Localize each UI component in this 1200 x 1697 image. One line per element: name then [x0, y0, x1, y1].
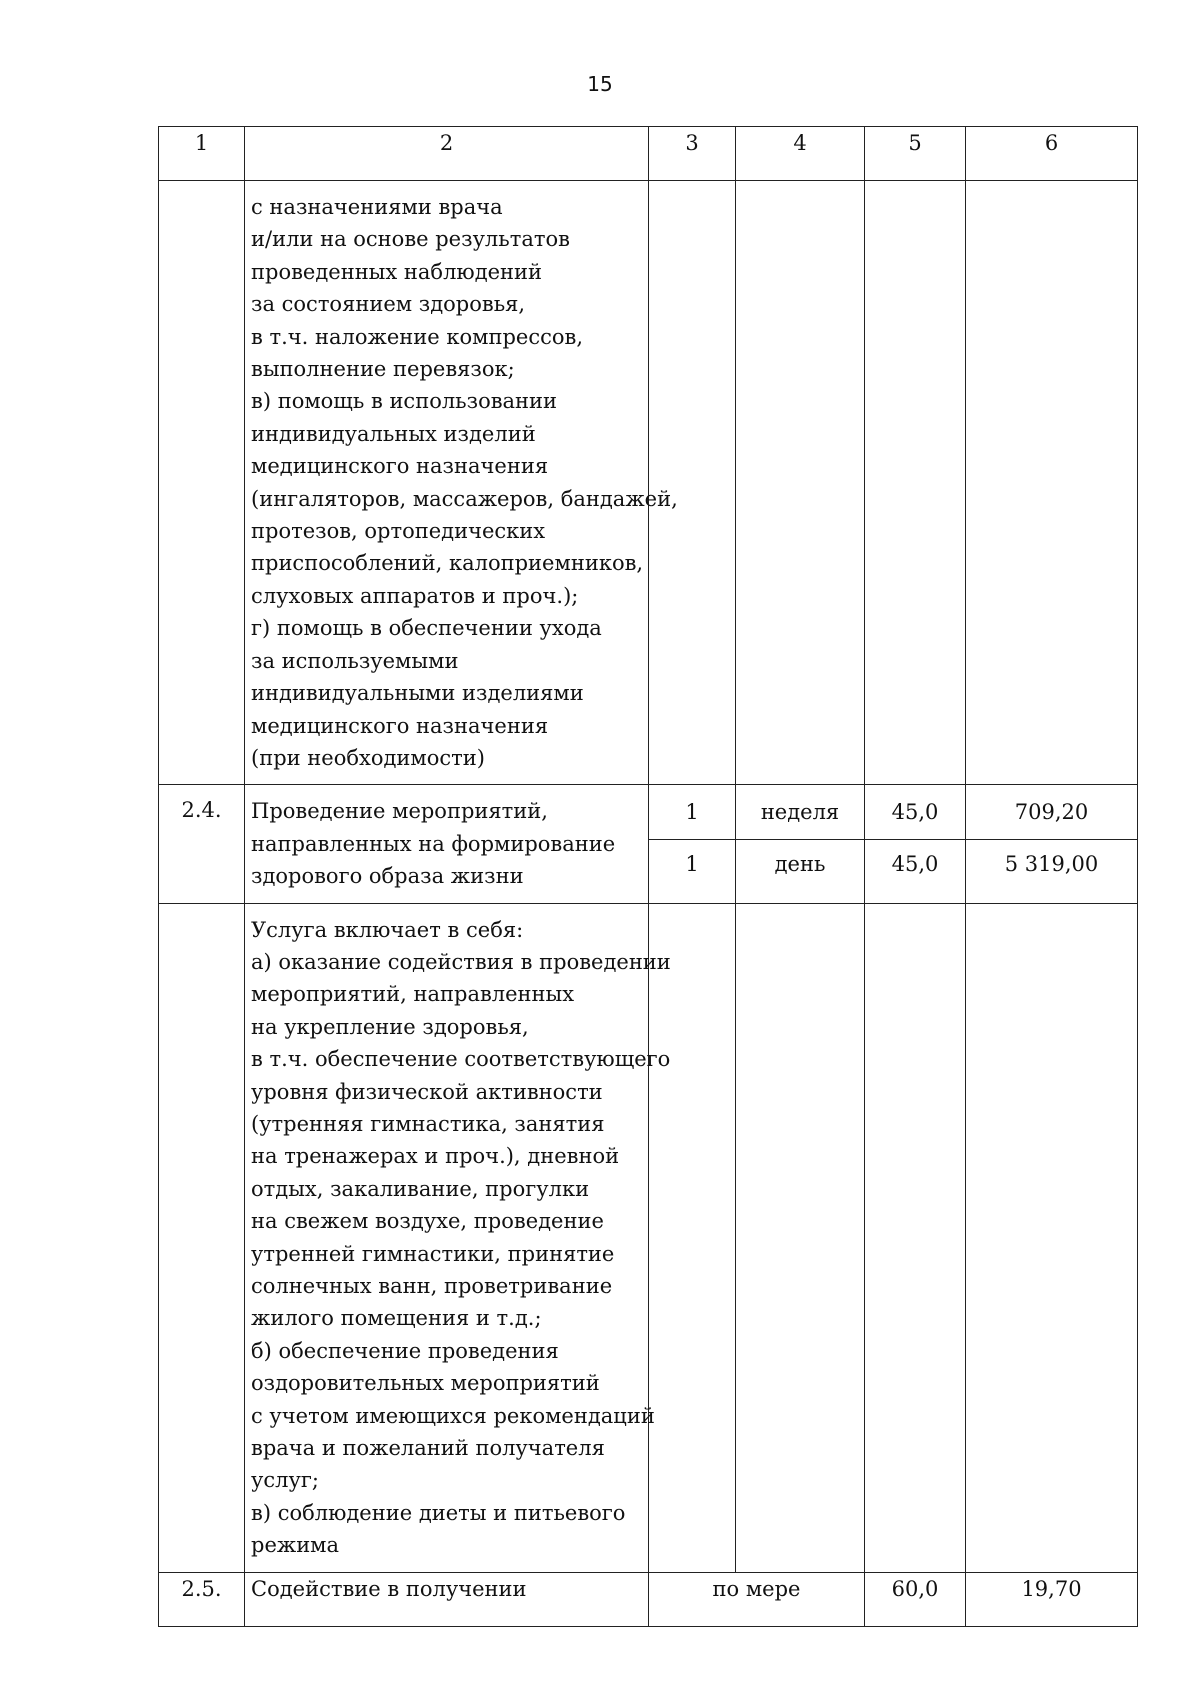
cell-period: день	[736, 840, 865, 903]
text-line: приспособлений, калоприемников,	[251, 551, 644, 576]
description-text-cell	[245, 903, 671, 1572]
table-row-continuation	[159, 181, 1138, 785]
text-line: здорового образа жизни	[251, 864, 524, 889]
text-line: утренней гимнастики, принятие	[251, 1241, 615, 1266]
text-line: уровня физической активности	[251, 1079, 603, 1104]
text-line: г) помощь в обеспечении ухода	[251, 616, 602, 641]
cell-tariff: 19,70	[966, 1572, 1138, 1626]
header-col-5: 5	[865, 127, 966, 181]
cell-frequency: по мере	[649, 1572, 865, 1626]
cell-empty	[649, 903, 736, 1572]
text-line: отдых, закаливание, прогулки	[251, 1176, 590, 1201]
service-title-cell	[245, 785, 649, 903]
text-line: врача и пожеланий получателя	[251, 1436, 605, 1461]
text-line: в) помощь в использовании	[251, 389, 558, 414]
cell-time: 60,0	[865, 1572, 966, 1626]
text-line: в т.ч. наложение компрессов,	[251, 324, 584, 349]
cell-period: неделя	[736, 785, 865, 840]
text-line: режима	[251, 1533, 340, 1558]
text-line: за состоянием здоровья,	[251, 292, 526, 317]
header-col-2: 2	[245, 127, 649, 181]
text-line: услуг;	[251, 1468, 319, 1493]
cell-tariff: 709,20	[966, 785, 1138, 840]
row-number: 2.4.	[159, 785, 245, 903]
text-line: с учетом имеющихся рекомендаций	[251, 1403, 655, 1428]
cell-time: 45,0	[865, 785, 966, 840]
text-line: выполнение перевязок;	[251, 357, 515, 382]
cell-empty	[865, 903, 966, 1572]
text-line: направленных на формирование	[251, 831, 616, 856]
text-line: б) обеспечение проведения	[251, 1338, 559, 1363]
services-table	[158, 126, 1138, 1627]
header-row	[159, 127, 1138, 181]
text-line: слуховых аппаратов и проч.);	[251, 583, 579, 608]
table-row-2-4	[159, 785, 1138, 840]
text-line: в т.ч. обеспечение соответствующего	[251, 1047, 671, 1072]
text-line: в) соблюдение диеты и питьевого	[251, 1500, 626, 1525]
text-line: Проведение мероприятий,	[251, 799, 548, 824]
cell-time: 45,0	[865, 840, 966, 903]
cell-empty	[159, 181, 245, 785]
cell-empty	[736, 903, 865, 1572]
cell-empty	[649, 181, 736, 785]
header-col-3: 3	[649, 127, 736, 181]
text-line: протезов, ортопедических	[251, 519, 546, 544]
continuation-text-cell	[245, 181, 678, 785]
text-line: за используемыми	[251, 648, 459, 673]
text-line: мероприятий, направленных	[251, 982, 575, 1007]
text-line: индивидуальных изделий	[251, 421, 536, 446]
cell-empty	[966, 181, 1138, 785]
text-line: медицинского назначения	[251, 713, 549, 738]
text-line: и/или на основе результатов	[251, 227, 570, 252]
text-line: солнечных ванн, проветривание	[251, 1274, 613, 1298]
text-line: а) оказание содействия в проведении	[251, 949, 671, 974]
header-col-1: 1	[159, 127, 245, 181]
cell-quantity: 1	[649, 840, 736, 903]
text-line: проведенных наблюдений	[251, 259, 543, 284]
header-col-6: 6	[966, 127, 1138, 181]
text-line: жилого помещения и т.д.;	[251, 1306, 542, 1331]
header-col-4: 4	[736, 127, 865, 181]
text-line: на тренажерах и проч.), дневной	[251, 1144, 620, 1169]
text-line: индивидуальными изделиями	[251, 681, 584, 706]
text-line: (утренняя гимнастика, занятия	[251, 1111, 605, 1136]
text-line: Услуга включает в себя:	[251, 917, 524, 942]
row-number: 2.5.	[159, 1572, 245, 1626]
text-line: на свежем воздухе, проведение	[251, 1209, 604, 1234]
text-line: (при необходимости)	[251, 745, 485, 770]
cell-quantity: 1	[649, 785, 736, 840]
cell-empty	[865, 181, 966, 785]
table-row-2-4-description	[159, 903, 1138, 1572]
page-number: 15	[587, 72, 613, 96]
text-line: на укрепление здоровья,	[251, 1014, 529, 1039]
cell-empty	[159, 903, 245, 1572]
text-line: медицинского назначения	[251, 454, 549, 479]
cell-empty	[736, 181, 865, 785]
text-line: оздоровительных мероприятий	[251, 1371, 600, 1396]
text-line: с назначениями врача	[251, 195, 503, 219]
cell-empty	[966, 903, 1138, 1572]
table-row-2-5	[159, 1572, 1138, 1626]
service-title-cell: Содействие в получении	[245, 1572, 649, 1626]
cell-tariff: 5 319,00	[966, 840, 1138, 903]
text-line: (ингаляторов, массажеров, бандажей,	[251, 486, 678, 511]
